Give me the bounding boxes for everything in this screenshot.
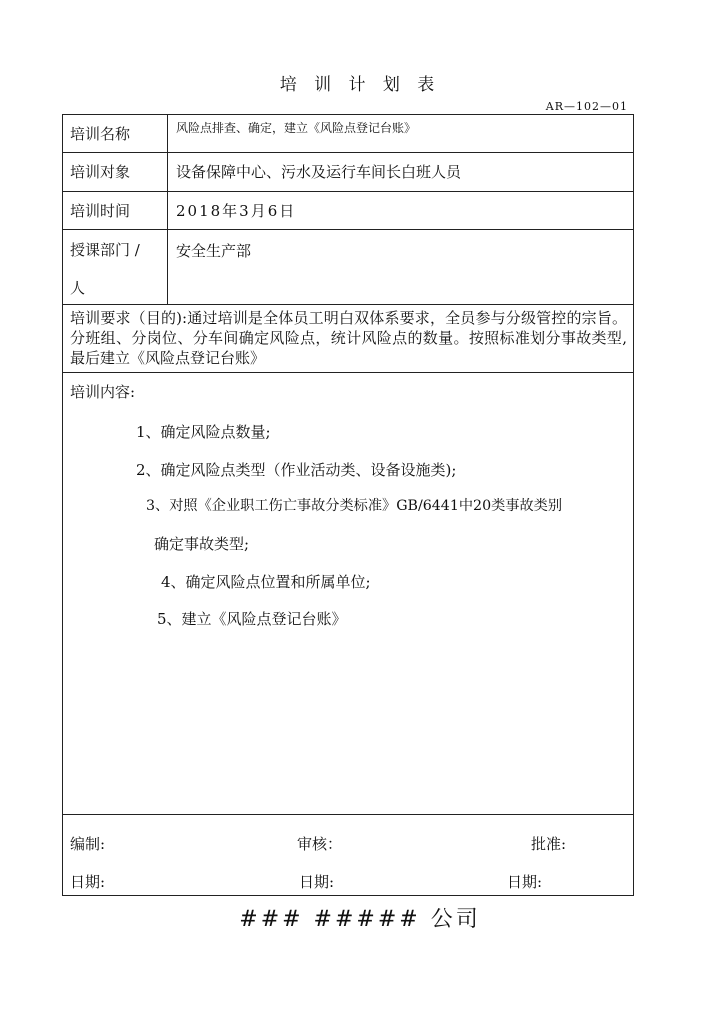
audience-label: 培训对象 <box>63 153 168 191</box>
content-item: 3、对照《企业职工伤亡事故分类标准》GB/6441中20类事故类别 <box>146 498 563 514</box>
reviewed-by-label: 审核： <box>297 835 343 853</box>
content-item: 5、建立《风险点登记台账》 <box>157 610 347 628</box>
time-value: 2018年3月6日 <box>176 202 297 220</box>
compiled-date-label: 日期: <box>70 873 106 891</box>
time-row <box>63 192 633 230</box>
course-name-value: 风险点排查、确定，建立《风险点登记台账》 <box>176 121 417 135</box>
page-title: 培 训 计 划 表 <box>279 75 441 95</box>
content-row <box>63 373 633 815</box>
requirements-row <box>63 305 633 373</box>
instructor-label <box>63 230 168 304</box>
audience-value: 设备保障中心、污水及运行车间长白班人员 <box>176 163 462 181</box>
course-name-row <box>63 115 633 153</box>
content-item: 4、确定风险点位置和所属单位; <box>161 573 371 591</box>
instructor-label-line1: 授课部门 / <box>70 241 140 259</box>
content-item: 2、确定风险点类型（作业活动类、设备设施类); <box>136 461 457 479</box>
content-heading: 培训内容: <box>70 383 136 401</box>
instructor-value: 安全生产部 <box>176 242 252 260</box>
approved-date-label: 日期: <box>507 873 543 891</box>
content-item: 1、确定风险点数量; <box>136 423 271 441</box>
reviewed-date-label: 日期: <box>299 873 335 891</box>
content-item-continuation: 确定事故类型; <box>154 535 250 553</box>
audience-row <box>63 153 633 192</box>
signoff-section <box>63 815 633 895</box>
instructor-label-line2: 人 <box>70 279 86 297</box>
document-number: AR—102—01 <box>545 100 628 113</box>
requirements-text: 培训要求（目的):通过培训是全体员工明白双体系要求，全员参与分级管控的宗旨。分班组、分岗位、分车间确定风险点，统计风险点的数量。按照标准划分事故类型,最后建立《风险点登记台账》 <box>70 309 627 367</box>
course-name-label: 培训名称 <box>63 115 168 152</box>
compiled-by-label: 编制: <box>70 835 106 853</box>
instructor-row <box>63 230 633 305</box>
time-label: 培训时间 <box>63 192 168 229</box>
company-name: ### ##### 公司 <box>239 907 481 932</box>
approved-by-label: 批准: <box>531 835 567 853</box>
training-plan-form <box>62 114 634 896</box>
